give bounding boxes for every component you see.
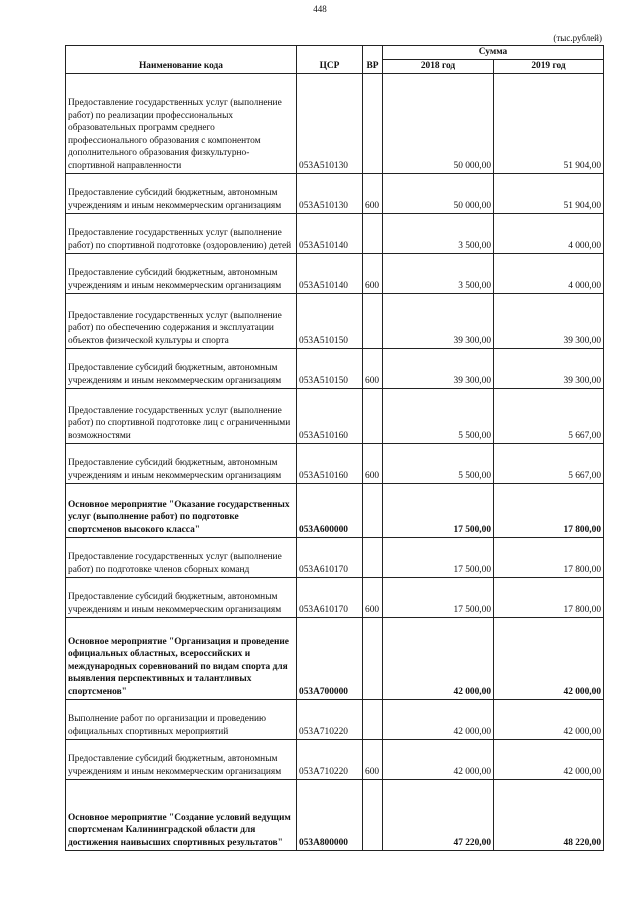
row-sum-2018: 50 000,00 [383, 173, 494, 213]
row-name: Предоставление субсидий бюджетным, автономным учреждениям и иным некоммерческим организациям [66, 577, 297, 617]
table-row [66, 443, 604, 483]
row-csr: 053А510140 [297, 253, 363, 293]
row-sum-2019: 17 800,00 [494, 537, 604, 577]
header-vr: ВР [363, 46, 383, 74]
row-sum-2018: 3 500,00 [383, 213, 494, 253]
row-sum-2018: 42 000,00 [383, 617, 494, 699]
row-vr: 600 [363, 739, 383, 779]
row-csr: 053А710220 [297, 739, 363, 779]
row-csr: 053А510150 [297, 348, 363, 388]
row-vr [363, 537, 383, 577]
page-number: 448 [313, 4, 327, 14]
row-sum-2019: 42 000,00 [494, 739, 604, 779]
row-vr [363, 779, 383, 850]
row-vr [363, 73, 383, 173]
row-sum-2018: 17 500,00 [383, 537, 494, 577]
row-name: Предоставление государственных услуг (выполнение работ) по спортивной подготовке (оздоровлению) детей [66, 213, 297, 253]
row-name: Предоставление государственных услуг (выполнение работ) по реализации профессиональных образовательных программ среднего профессионального образования с компонентом дополнительного образования физкультурно-спортивной направленности [66, 73, 297, 173]
row-vr [363, 699, 383, 739]
row-sum-2018: 5 500,00 [383, 443, 494, 483]
table-row [66, 739, 604, 779]
row-csr: 053А510160 [297, 443, 363, 483]
table-row [66, 388, 604, 443]
row-csr: 053А610170 [297, 537, 363, 577]
row-name: Выполнение работ по организации и проведению официальных спортивных мероприятий [66, 699, 297, 739]
row-sum-2019: 42 000,00 [494, 617, 604, 699]
header-name: Наименование кода [66, 46, 297, 74]
row-name: Предоставление субсидий бюджетным, автономным учреждениям и иным некоммерческим организациям [66, 443, 297, 483]
table-row [66, 577, 604, 617]
row-name: Предоставление государственных услуг (выполнение работ) по подготовке членов сборных команд [66, 537, 297, 577]
table-row [66, 699, 604, 739]
row-sum-2018: 42 000,00 [383, 739, 494, 779]
row-name: Основное мероприятие "Организация и проведение официальных областных, всероссийских и международных соревнований по видам спорта для выявления перспективных и талантливых спортсменов" [66, 617, 297, 699]
table-row [66, 348, 604, 388]
row-sum-2019: 5 667,00 [494, 443, 604, 483]
row-vr: 600 [363, 443, 383, 483]
row-name: Предоставление субсидий бюджетным, автономным учреждениям и иным некоммерческим организациям [66, 348, 297, 388]
row-vr [363, 293, 383, 348]
table-row [66, 73, 604, 173]
row-sum-2019: 4 000,00 [494, 213, 604, 253]
row-csr: 053А800000 [297, 779, 363, 850]
row-sum-2019: 4 000,00 [494, 253, 604, 293]
row-csr: 053А510140 [297, 213, 363, 253]
row-vr: 600 [363, 577, 383, 617]
row-vr [363, 483, 383, 537]
row-sum-2019: 51 904,00 [494, 73, 604, 173]
row-sum-2019: 48 220,00 [494, 779, 604, 850]
header-sum: Сумма [383, 46, 604, 60]
table-row [66, 253, 604, 293]
units-label: (тыс.рублей) [553, 33, 602, 43]
table-row [66, 173, 604, 213]
row-sum-2018: 3 500,00 [383, 253, 494, 293]
row-vr: 600 [363, 173, 383, 213]
row-csr: 053А610170 [297, 577, 363, 617]
row-sum-2019: 17 800,00 [494, 577, 604, 617]
row-sum-2019: 39 300,00 [494, 293, 604, 348]
row-vr [363, 388, 383, 443]
row-name: Предоставление субсидий бюджетным, автономным учреждениям и иным некоммерческим организациям [66, 739, 297, 779]
row-name: Предоставление государственных услуг (выполнение работ) по обеспечению содержания и эксплуатации объектов физической культуры и спорта [66, 293, 297, 348]
row-sum-2018: 50 000,00 [383, 73, 494, 173]
row-vr: 600 [363, 253, 383, 293]
row-sum-2018: 17 500,00 [383, 483, 494, 537]
row-vr: 600 [363, 348, 383, 388]
table-row [66, 293, 604, 348]
table-row [66, 537, 604, 577]
row-sum-2018: 42 000,00 [383, 699, 494, 739]
row-name: Основное мероприятие "Создание условий ведущим спортсменам Калининградской области для достижения наивысших спортивных результатов" [66, 779, 297, 850]
row-csr: 053А510130 [297, 73, 363, 173]
row-name: Предоставление субсидий бюджетным, автономным учреждениям и иным некоммерческим организациям [66, 173, 297, 213]
row-name: Предоставление субсидий бюджетным, автономным учреждениям и иным некоммерческим организациям [66, 253, 297, 293]
row-sum-2019: 17 800,00 [494, 483, 604, 537]
table-row [66, 483, 604, 537]
header-year-2018: 2018 год [383, 59, 494, 73]
header-csr: ЦСР [297, 46, 363, 74]
row-sum-2019: 39 300,00 [494, 348, 604, 388]
row-sum-2019: 42 000,00 [494, 699, 604, 739]
table-row [66, 779, 604, 850]
row-csr: 053А510160 [297, 388, 363, 443]
table-row [66, 617, 604, 699]
row-csr: 053А700000 [297, 617, 363, 699]
row-sum-2018: 39 300,00 [383, 293, 494, 348]
row-name: Предоставление государственных услуг (выполнение работ) по спортивной подготовке лиц с ограниченными возможностями [66, 388, 297, 443]
row-vr [363, 213, 383, 253]
row-sum-2018: 5 500,00 [383, 388, 494, 443]
row-sum-2019: 51 904,00 [494, 173, 604, 213]
row-sum-2018: 17 500,00 [383, 577, 494, 617]
table-row [66, 213, 604, 253]
row-sum-2019: 5 667,00 [494, 388, 604, 443]
row-sum-2018: 39 300,00 [383, 348, 494, 388]
row-csr: 053А600000 [297, 483, 363, 537]
row-csr: 053А510130 [297, 173, 363, 213]
budget-table [65, 45, 604, 851]
row-vr [363, 617, 383, 699]
row-csr: 053А510150 [297, 293, 363, 348]
header-year-2019: 2019 год [494, 59, 604, 73]
row-csr: 053А710220 [297, 699, 363, 739]
row-name: Основное мероприятие "Оказание государственных услуг (выполнение работ) по подготовке спортсменов высокого класса" [66, 483, 297, 537]
row-sum-2018: 47 220,00 [383, 779, 494, 850]
